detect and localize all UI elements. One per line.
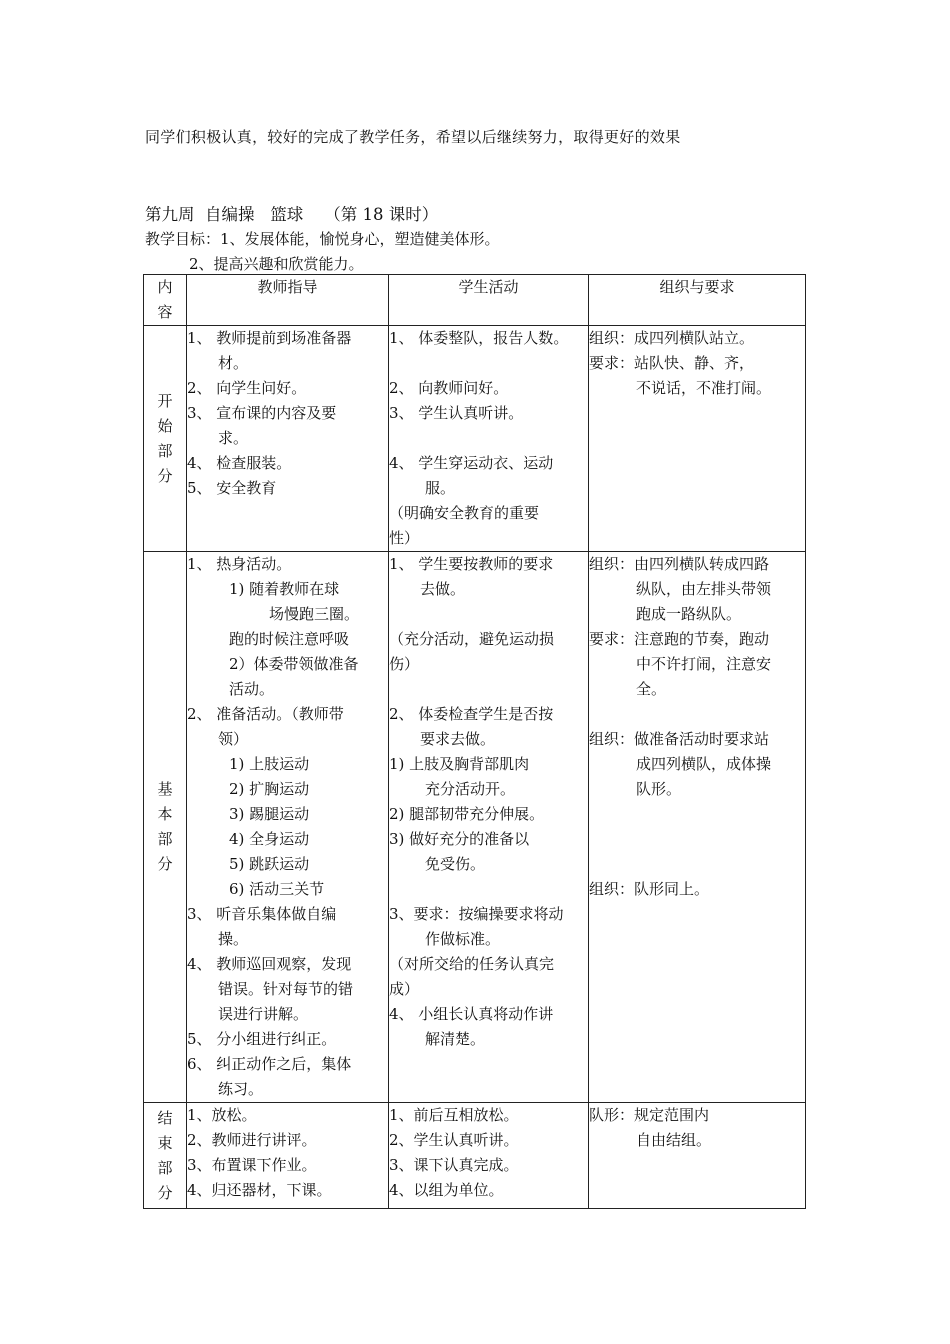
header-content-2: 容	[157, 303, 173, 321]
list-item: 要求去做。	[420, 730, 496, 748]
list-item: 1、前后互相放松。	[389, 1106, 519, 1124]
list-item: 伤）	[389, 655, 420, 673]
list-item: 4、以组为单位。	[389, 1181, 504, 1199]
list-item: 要求：站队快、静、齐，	[589, 354, 755, 372]
list-item: 1、 教师提前到场准备器	[187, 329, 352, 347]
list-item: 队形：规定范围内	[589, 1106, 710, 1124]
teaching-goal-1: 教学目标：1、发展体能，愉悦身心，塑造健美体形。	[145, 230, 500, 248]
list-item: 充分活动开。	[425, 780, 516, 798]
list-item: 性）	[389, 529, 420, 547]
start-teacher-cell	[187, 326, 389, 552]
list-item: 3、课下认真完成。	[389, 1156, 519, 1174]
intro-text: 同学们积极认真，较好的完成了教学任务，希望以后继续努力，取得更好的效果	[145, 128, 681, 146]
list-item: 2) 腿部韧带充分伸展。	[389, 805, 545, 823]
list-item: 5) 跳跃运动	[229, 855, 310, 873]
header-org: 组织与要求	[589, 275, 806, 326]
list-item: 2）体委带领做准备	[229, 655, 359, 673]
list-item: 误进行讲解。	[218, 1005, 309, 1023]
list-item: 中不许打闹，注意安	[636, 655, 772, 673]
list-item: 1、放松。	[187, 1106, 257, 1124]
list-item: 组织：成四列横队站立。	[589, 329, 755, 347]
list-item: 操。	[218, 930, 249, 948]
end-student-cell	[389, 1103, 589, 1209]
list-item: 3、 听音乐集体做自编	[187, 905, 337, 923]
list-item: 练习。	[218, 1080, 264, 1098]
section-label-end: 结 束 部 分	[144, 1103, 187, 1209]
list-item: 成四列横队，成体操	[636, 755, 772, 773]
list-item: 4) 全身运动	[229, 830, 310, 848]
list-item: 3、 学生认真听讲。	[389, 404, 524, 422]
basic-org-cell	[589, 552, 806, 1103]
list-item: 2、 准备活动。（教师带	[187, 705, 344, 723]
list-item: 去做。	[420, 580, 466, 598]
list-item: 3) 踢腿运动	[229, 805, 310, 823]
list-item: 6) 活动三关节	[229, 880, 325, 898]
list-item: 纵队，由左排头带领	[636, 580, 772, 598]
list-item: 不说话，不准打闹。	[636, 379, 772, 397]
lesson-plan-table	[143, 274, 806, 1209]
end-org-cell	[589, 1103, 806, 1209]
list-item: 2) 扩胸运动	[229, 780, 310, 798]
table-row-start	[144, 326, 806, 552]
list-item: 组织：做准备活动时要求站	[589, 730, 770, 748]
list-item: 场慢跑三圈。	[269, 605, 360, 623]
list-item: 成）	[389, 980, 420, 998]
table-header-row	[144, 275, 806, 326]
list-item: 2、 体委检查学生是否按	[389, 705, 554, 723]
list-item: 5、 安全教育	[187, 479, 277, 497]
header-teacher: 教师指导	[187, 275, 389, 326]
list-item: 作做标准。	[425, 930, 501, 948]
list-item: 3、 宣布课的内容及要	[187, 404, 337, 422]
list-item: （对所交给的任务认真完	[389, 955, 555, 973]
list-item: 材。	[218, 354, 249, 372]
list-item: 1、 热身活动。	[187, 555, 292, 573]
list-item: 2、 向学生问好。	[187, 379, 307, 397]
list-item: 4、 教师巡回观察，发现	[187, 955, 352, 973]
list-item: 队形。	[636, 780, 682, 798]
header-content-1: 内	[157, 278, 173, 296]
list-item: 6、 纠正动作之后，集体	[187, 1055, 352, 1073]
header-student: 学生活动	[389, 275, 589, 326]
basic-student-cell	[389, 552, 589, 1103]
list-item: 4、 小组长认真将动作讲	[389, 1005, 554, 1023]
list-item: 3、要求：按编操要求将动	[389, 905, 564, 923]
list-item: 5、 分小组进行纠正。	[187, 1030, 337, 1048]
list-item: 4、 检查服装。	[187, 454, 292, 472]
list-item: 解清楚。	[425, 1030, 486, 1048]
table-row-end	[144, 1103, 806, 1209]
list-item: （充分活动，避免运动损	[389, 630, 555, 648]
start-student-cell	[389, 326, 589, 552]
list-item: 2、教师进行讲评。	[187, 1131, 317, 1149]
list-item: 跑成一路纵队。	[636, 605, 742, 623]
list-item: 1、 学生要按教师的要求	[389, 555, 554, 573]
list-item: 要求：注意跑的节奏，跑动	[589, 630, 770, 648]
list-item: 1) 随着教师在球	[229, 580, 340, 598]
list-item: 服。	[425, 479, 456, 497]
list-item: 3) 做好充分的准备以	[389, 830, 530, 848]
teaching-goal-2: 2、提高兴趣和欣赏能力。	[189, 255, 364, 273]
basic-teacher-cell	[187, 552, 389, 1103]
list-item: 求。	[218, 429, 249, 447]
list-item: 活动。	[229, 680, 275, 698]
list-item: 全。	[636, 680, 667, 698]
start-org-cell	[589, 326, 806, 552]
list-item: 2、学生认真听讲。	[389, 1131, 519, 1149]
list-item: （明确安全教育的重要	[389, 504, 540, 522]
section-label-basic: 基 本 部 分	[144, 552, 187, 1103]
list-item: 4、 学生穿运动衣、运动	[389, 454, 554, 472]
section-label-start: 开 始 部 分	[144, 326, 187, 552]
header-content	[144, 275, 187, 326]
end-teacher-cell	[187, 1103, 389, 1209]
table-row-basic	[144, 552, 806, 1103]
list-item: 错误。针对每节的错	[218, 980, 354, 998]
list-item: 1) 上肢运动	[229, 755, 310, 773]
list-item: 领）	[218, 730, 249, 748]
list-item: 免受伤。	[425, 855, 486, 873]
list-item: 1) 上肢及胸背部肌肉	[389, 755, 530, 773]
list-item: 自由结组。	[636, 1131, 712, 1149]
list-item: 4、归还器材，下课。	[187, 1181, 332, 1199]
list-item: 跑的时候注意呼吸	[229, 630, 350, 648]
list-item: 2、 向教师问好。	[389, 379, 509, 397]
list-item: 3、布置课下作业。	[187, 1156, 317, 1174]
list-item: 组织：由四列横队转成四路	[589, 555, 770, 573]
list-item: 组织：队形同上。	[589, 880, 710, 898]
lesson-title: 第九周 自编操 篮球 （第 18 课时）	[145, 205, 439, 224]
list-item: 1、 体委整队，报告人数。	[389, 329, 569, 347]
